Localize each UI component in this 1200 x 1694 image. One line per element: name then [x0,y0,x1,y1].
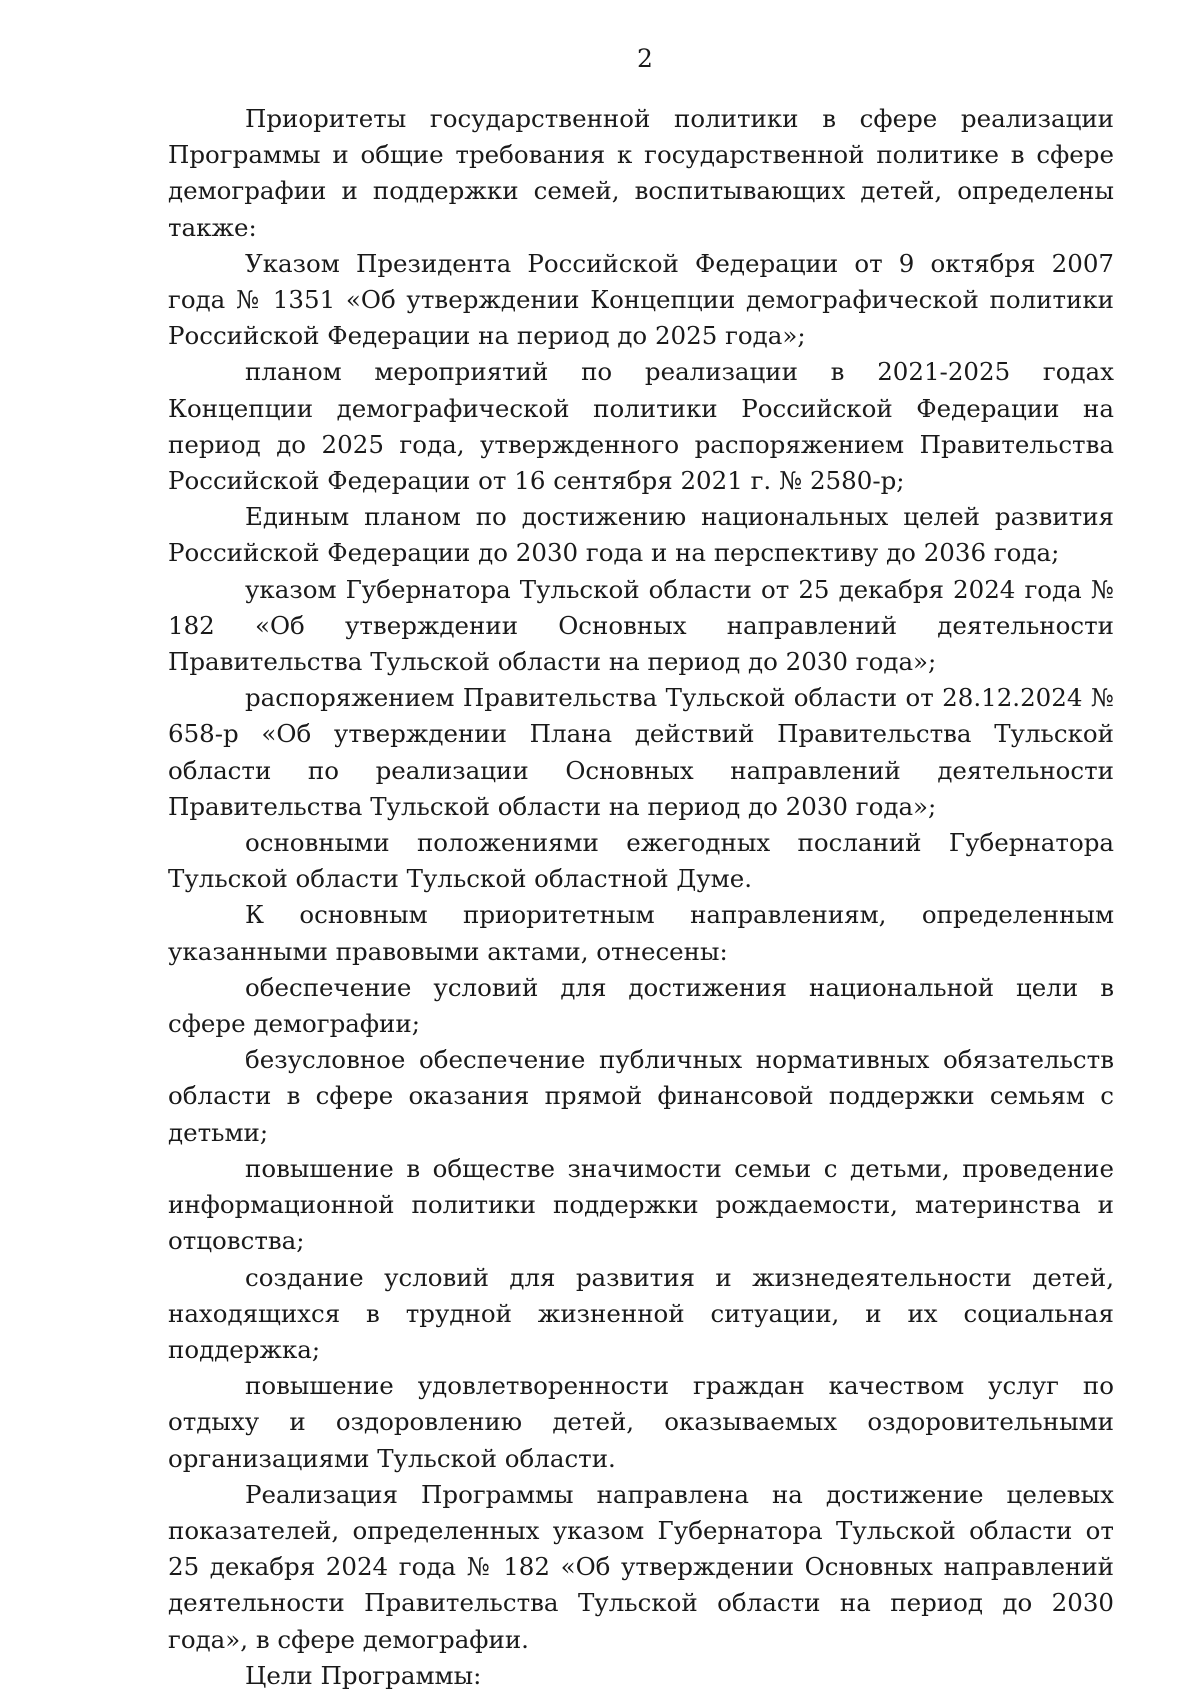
list-item-recreation-services: повышение удовлетворенности граждан качеством услуг по отдыху и оздоровлению детей, оказываемых оздоровительными организациями Тульской области. [168,1371,1114,1473]
document-body [168,101,1114,1694]
paragraph-government-order: распоряжением Правительства Тульской области от 28.12.2024 № 658-р «Об утверждении Плана действий Правительства Тульской области по реализации Основных направлений деятельности Правительства Тульской области на период до 2030 года»; [168,683,1114,821]
paragraph-unified-plan: Единым планом по достижению национальных целей развития Российской Федерации до 2030 года и на перспективу до 2036 года; [168,502,1114,568]
paragraph-governor-decree: указом Губернатора Тульской области от 25 декабря 2024 года № 182 «Об утверждении Основных направлений деятельности Правительства Тульской области на период до 2030 года»; [168,574,1114,677]
paragraph-action-plan: планом мероприятий по реализации в 2021-2025 годах Концепции демографической политики Российской Федерации на период до 2025 года, утвержденного распоряжением Правительства Российской Федерации от 16 сентября 2021 г. № 2580-р; [168,357,1114,496]
paragraph-presidential-decree: Указом Президента Российской Федерации от 9 октября 2007 года № 1351 «Об утверждении Концепции демографической политики Российской Федерации на период до 2025 года»; [168,248,1114,351]
page-number: 2 [637,44,653,73]
list-item-family-value: повышение в обществе значимости семьи с детьми, проведение информационной политики поддержки рождаемости, материнства и отцовства; [168,1153,1114,1256]
paragraph-priorities-intro: Приоритеты государственной политики в сфере реализации Программы и общие требования к государственной политике в сфере демографии и поддержки семей, воспитывающих детей, определены также: [168,104,1114,242]
list-item-children-support: создание условий для развития и жизнедеятельности детей, находящихся в трудной жизненной ситуации, и их социальная поддержка; [168,1262,1114,1364]
paragraph-governor-messages: основными положениями ежегодных посланий Губернатора Тульской области Тульской областной Думе. [168,828,1114,894]
paragraph-main-directions: К основным приоритетным направлениям, определенным указанными правовыми актами, отнесены: [168,900,1114,966]
list-item-financial-support: безусловное обеспечение публичных нормативных обязательств области в сфере оказания прямой финансовой поддержки семьям с детьми; [168,1045,1114,1147]
paragraph-target-indicators: Реализация Программы направлена на достижение целевых показателей, определенных указом Губернатора Тульской области от 25 декабря 2024 года № 182 «Об утверждении Основных направлений деятельности Правительства Тульской области на период до 2030 года», в сфере демографии. [168,1479,1114,1654]
list-item-demography-goal: обеспечение условий для достижения национальной цели в сфере демографии; [168,972,1114,1039]
paragraph-program-goals-heading: Цели Программы: [245,1660,482,1690]
